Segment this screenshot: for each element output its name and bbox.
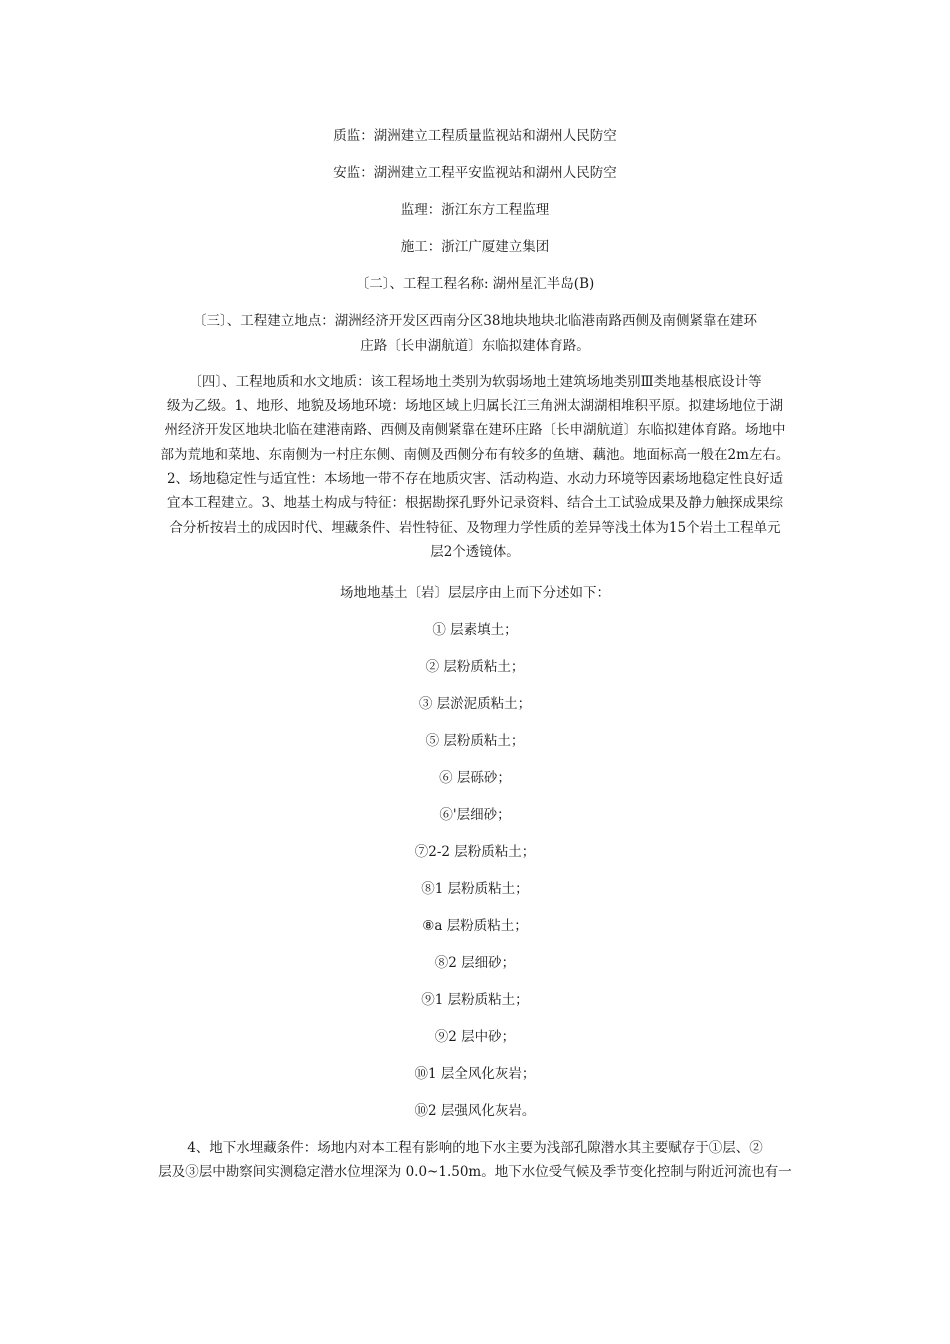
geology-line-4: 部为荒地和菜地、东南侧为一村庄东侧、南侧及西侧分布有较多的鱼塘、藕池。地面标高一般在2m左右。 [160,447,790,463]
layer-item: ⑨1 层粉质粘土； [421,992,529,1008]
geology-line-5: 2、场地稳定性与适宜性：本场地一带不存在地质灾害、活动构造、水动力环境等因素场地稳定性良好适 [166,471,784,487]
layers-intro: 场地地基土〔岩〕层层序由上而下分述如下： [340,585,610,601]
location-line-1: 〔三〕、工程建立地点：湖洲经济开发区西南分区38地块地块北临港南路西侧及南侧紧靠在建环 [193,313,757,329]
layer-item: ⑨2 层中砂； [434,1029,516,1045]
geology-line-1: 〔四〕、工程地质和水文地质：该工程场地土类别为软弱场地土建筑场地类别Ⅲ类地基根底设计等 [188,374,762,390]
layer-item: ① 层素填土； [432,622,518,638]
layer-item: ⑩1 层全风化灰岩； [414,1066,536,1082]
layer-item: ⑩2 层强风化灰岩。 [414,1103,536,1119]
location-line-2: 庄路〔长申湖航道〕东临拟建体育路。 [360,338,590,354]
groundwater-line-1: 4、地下水埋藏条件：场地内对本工程有影响的地下水主要为浅部孔隙潜水其主要赋存于①层、② [187,1140,763,1156]
quality-supervision-line: 质监：湖洲建立工程质量监视站和湖州人民防空 [333,128,617,144]
safety-supervision-line: 安监：湖洲建立工程平安监视站和湖州人民防空 [333,165,617,181]
layer-item: ⑥ 层砾砂； [439,770,511,786]
project-name-line: 〔二〕、工程工程名称: 湖州星汇半岛(B) [355,276,595,292]
layer-item: ② 层粉质粘土； [425,659,525,675]
layer-item: ⑧2 层细砂； [434,955,516,971]
geology-line-8: 层2个透镜体。 [430,544,520,560]
layer-item: ⑤ 层粉质粘土； [425,733,525,749]
contractor-line: 施工：浙江广厦建立集团 [400,239,550,255]
layer-item: ③ 层淤泥质粘土； [418,696,532,712]
geology-line-3: 州经济开发区地块北临在建港南路、西侧及南侧紧靠在建环庄路〔长申湖航道〕东临拟建体育路。场地中 [164,422,786,438]
geology-line-7: 合分析按岩土的成因时代、埋藏条件、岩性特征、及物理力学性质的差异等浅土体为15个岩土工程单元 [169,520,781,536]
geology-line-2: 级为乙级。1、地形、地貌及场地环境：场地区域上归属长江三角洲太湖湖相堆积平原。拟建场地位于湖 [166,398,784,414]
geology-line-6: 宜本工程建立。3、地基土构成与特征：根据勘探孔野外记录资料、结合土工试验成果及静力触探成果综 [166,495,784,511]
layer-item: ⑧1 层粉质粘土； [421,881,529,897]
groundwater-line-2: 层及③层中勘察间实测稳定潜水位埋深为 0.0~1.50m。地下水位受气候及季节变化控制与附近河流也有一 [158,1164,792,1180]
supervisor-line: 监理：浙江东方工程监理 [400,202,550,218]
layer-item: ⑦2-2 层粉质粘土； [414,844,536,860]
layer-item: ⑧a 层粉质粘土； [422,918,528,934]
layer-item: ⑥'层细砂； [439,807,511,823]
